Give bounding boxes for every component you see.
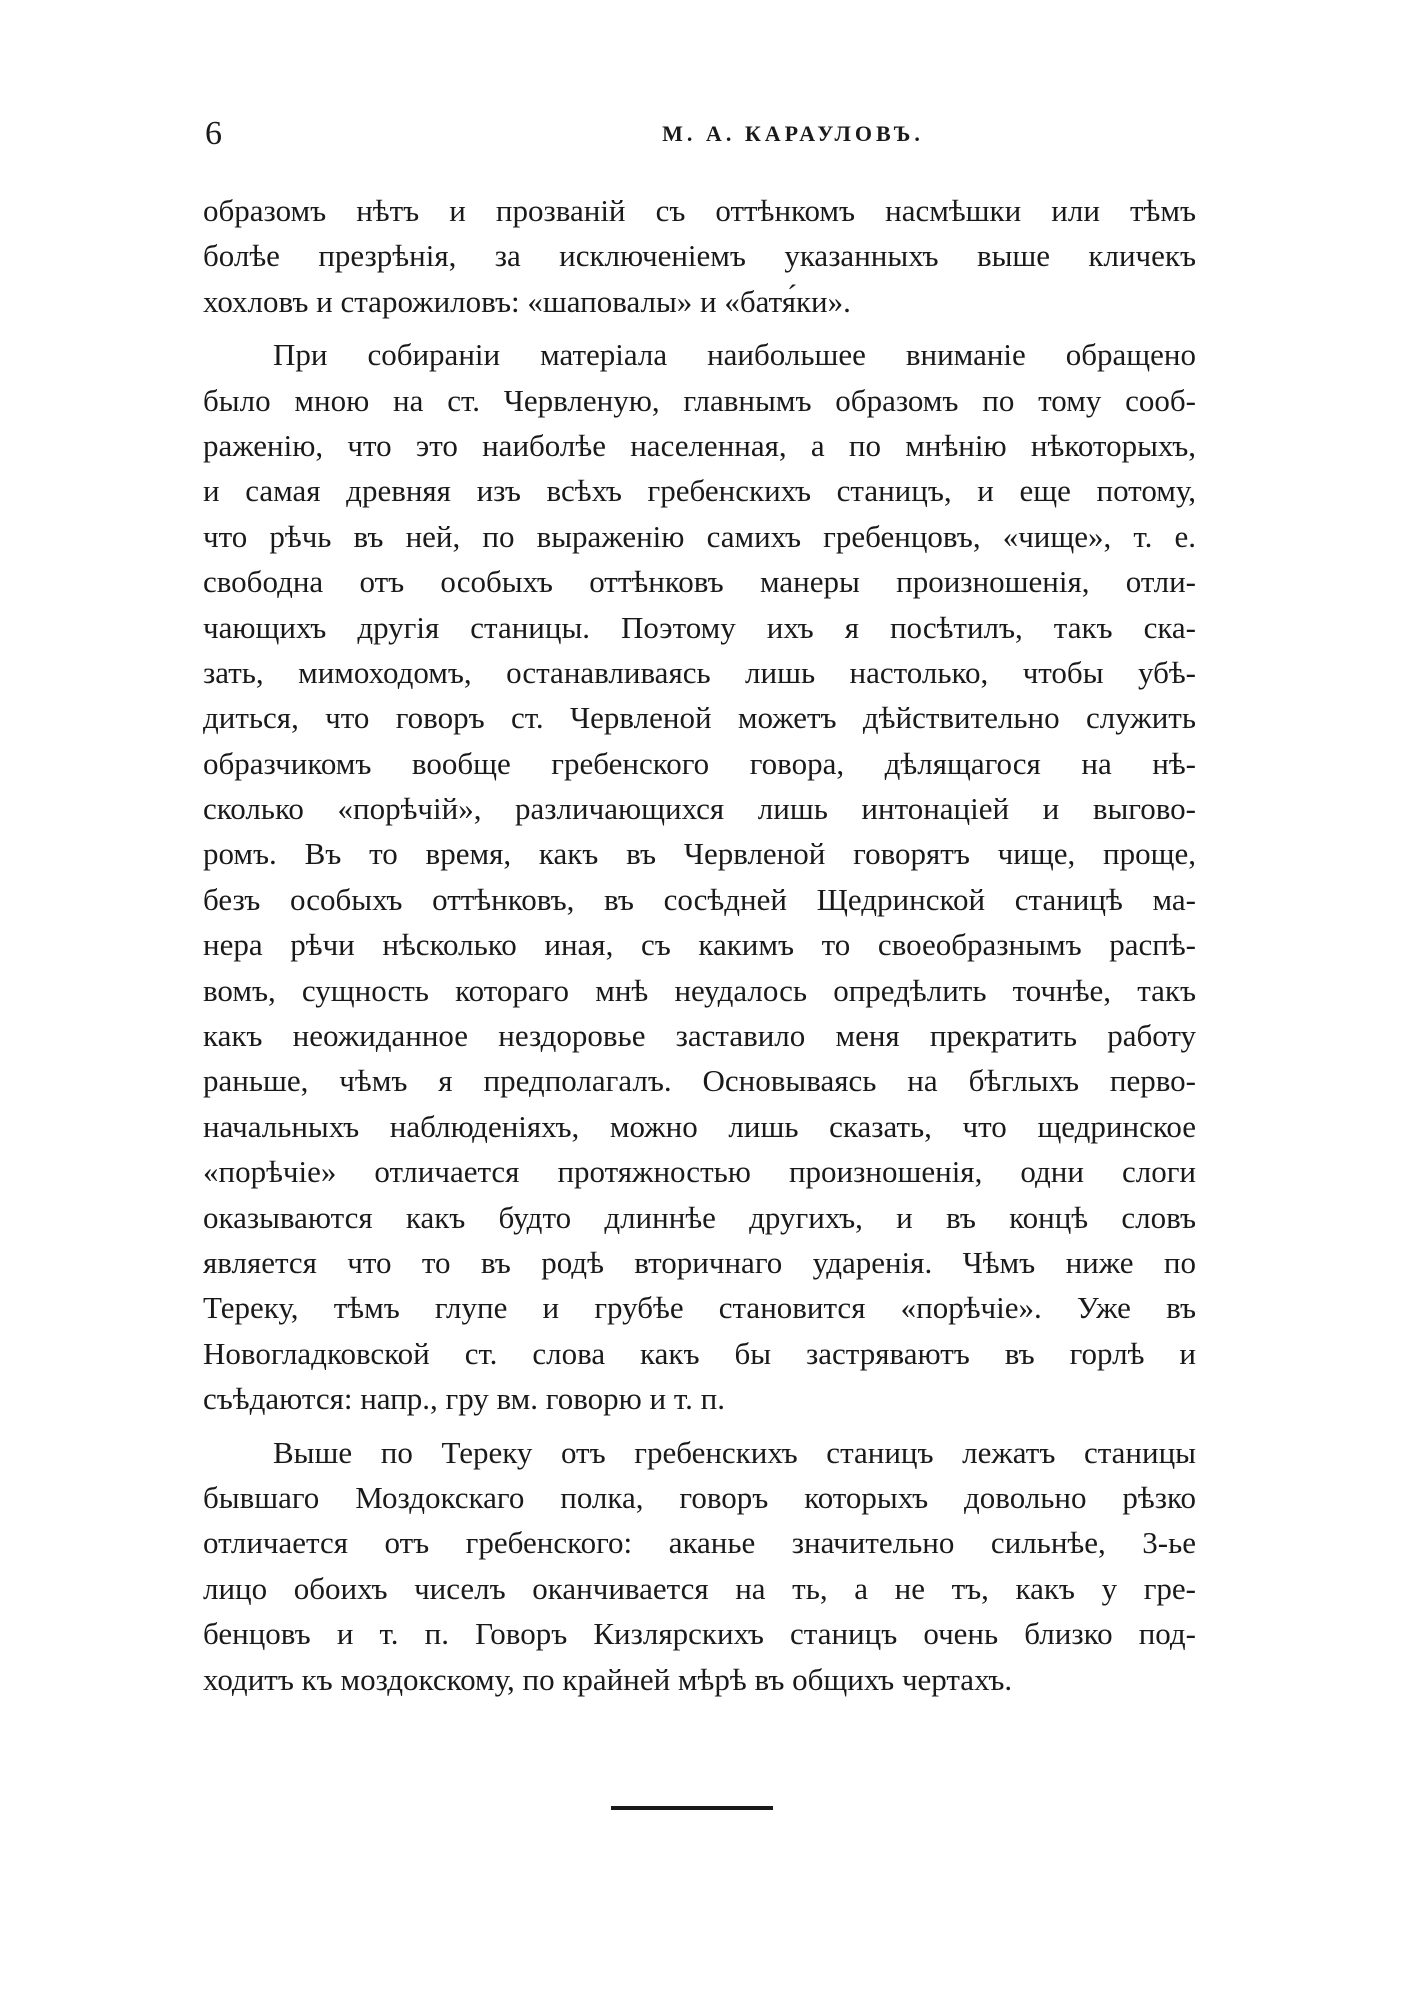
text-line: образомъ нѣтъ и прозваній съ оттѣнкомъ насмѣшки или тѣмъ (203, 193, 1196, 228)
text-line: болѣе презрѣнія, за исключеніемъ указанныхъ выше кличекъ (203, 238, 1196, 274)
text-line: При собираніи матеріала наибольшее вниманіе обращено (273, 337, 1196, 373)
text-line: является что то въ родѣ вторичнаго ударенія. Чѣмъ ниже по (203, 1244, 1196, 1280)
text-line: было мною на ст. Червленую, главнымъ образомъ по тому сооб- (203, 382, 1196, 418)
text-line: чающихъ другія станицы. Поэтому ихъ я посѣтилъ, такъ ска- (203, 609, 1196, 645)
text-line: лицо обоихъ чиселъ оканчивается на ть, а не тъ, какъ у гре- (203, 1570, 1196, 1606)
text-line: что рѣчь въ ней, по выраженію самихъ гребенцовъ, «чище», т. е. (203, 518, 1196, 554)
text-line: сколько «порѣчій», различающихся лишь интонаціей и выгово- (203, 791, 1196, 827)
text-line: зать, мимоходомъ, останавливаясь лишь настолько, чтобы убѣ- (203, 654, 1196, 690)
text-line: и самая древняя изъ всѣхъ гребенскихъ станицъ, и еще потому, (203, 473, 1196, 509)
page-number: 6 (205, 115, 222, 152)
text-line: Выше по Тереку отъ гребенскихъ станицъ лежатъ станицы (273, 1434, 1196, 1470)
paragraph-3 (203, 1430, 1196, 1702)
text-line: какъ неожиданное нездоровье заставило меня прекратить работу (203, 1018, 1196, 1054)
running-head: М. А. КАРАУЛОВЪ. (662, 121, 924, 146)
text-line: нера рѣчи нѣсколько иная, съ какимъ то своеобразнымъ распѣ- (203, 927, 1196, 963)
text-line: вомъ, сущность котораго мнѣ неудалось опредѣлить точнѣе, такъ (203, 972, 1196, 1008)
text-line: отличается отъ гребенского: аканье значительно сильнѣе, 3-ье (203, 1525, 1196, 1561)
body-text (203, 188, 1196, 1702)
text-line: Новогладковской ст. слова какъ бы застряваютъ въ горлѣ и (203, 1335, 1196, 1371)
text-line: начальныхъ наблюденіяхъ, можно лишь сказать, что щедринское (203, 1108, 1196, 1144)
text-line: бывшаго Моздокскаго полка, говоръ которыхъ довольно рѣзко (203, 1479, 1196, 1515)
text-line: безъ особыхъ оттѣнковъ, въ сосѣдней Щедринской станицѣ ма- (203, 881, 1196, 917)
text-line: бенцовъ и т. п. Говоръ Кизлярскихъ станицъ очень близко под- (203, 1616, 1196, 1652)
text-line: раженію, что это наиболѣе населенная, а по мнѣнію нѣкоторыхъ, (203, 427, 1196, 463)
text-line: ходитъ къ моздокскому, по крайней мѣрѣ въ общихъ чертахъ. (203, 1661, 1013, 1697)
text-line: образчикомъ вообще гребенского говора, дѣлящагося на нѣ- (203, 745, 1196, 781)
text-line: Тереку, тѣмъ глупе и грубѣе становится «порѣчіе». Уже въ (203, 1290, 1196, 1326)
end-rule (611, 1806, 773, 1810)
text-line: свободна отъ особыхъ оттѣнковъ манеры произношенія, отли- (203, 564, 1196, 600)
text-line: съѣдаются: напр., гру вм. говорю и т. п. (203, 1381, 725, 1417)
paragraph-1 (203, 188, 1196, 324)
text-line: ромъ. Въ то время, какъ въ Червленой говорятъ чище, проще, (203, 836, 1196, 872)
paragraph-2 (203, 332, 1196, 1421)
page-header (205, 112, 1205, 156)
text-line: раньше, чѣмъ я предполагалъ. Основываясь на бѣглыхъ перво- (203, 1063, 1196, 1099)
text-line: оказываются какъ будто длиннѣе другихъ, и въ концѣ словъ (203, 1199, 1196, 1235)
text-line: диться, что говоръ ст. Червленой можетъ дѣйствительно служить (203, 700, 1196, 736)
text-line: «порѣчіе» отличается протяжностью произношенія, одни слоги (203, 1154, 1196, 1190)
text-line: хохловъ и старожиловъ: «шаповалы» и «батя́ки». (203, 283, 851, 319)
